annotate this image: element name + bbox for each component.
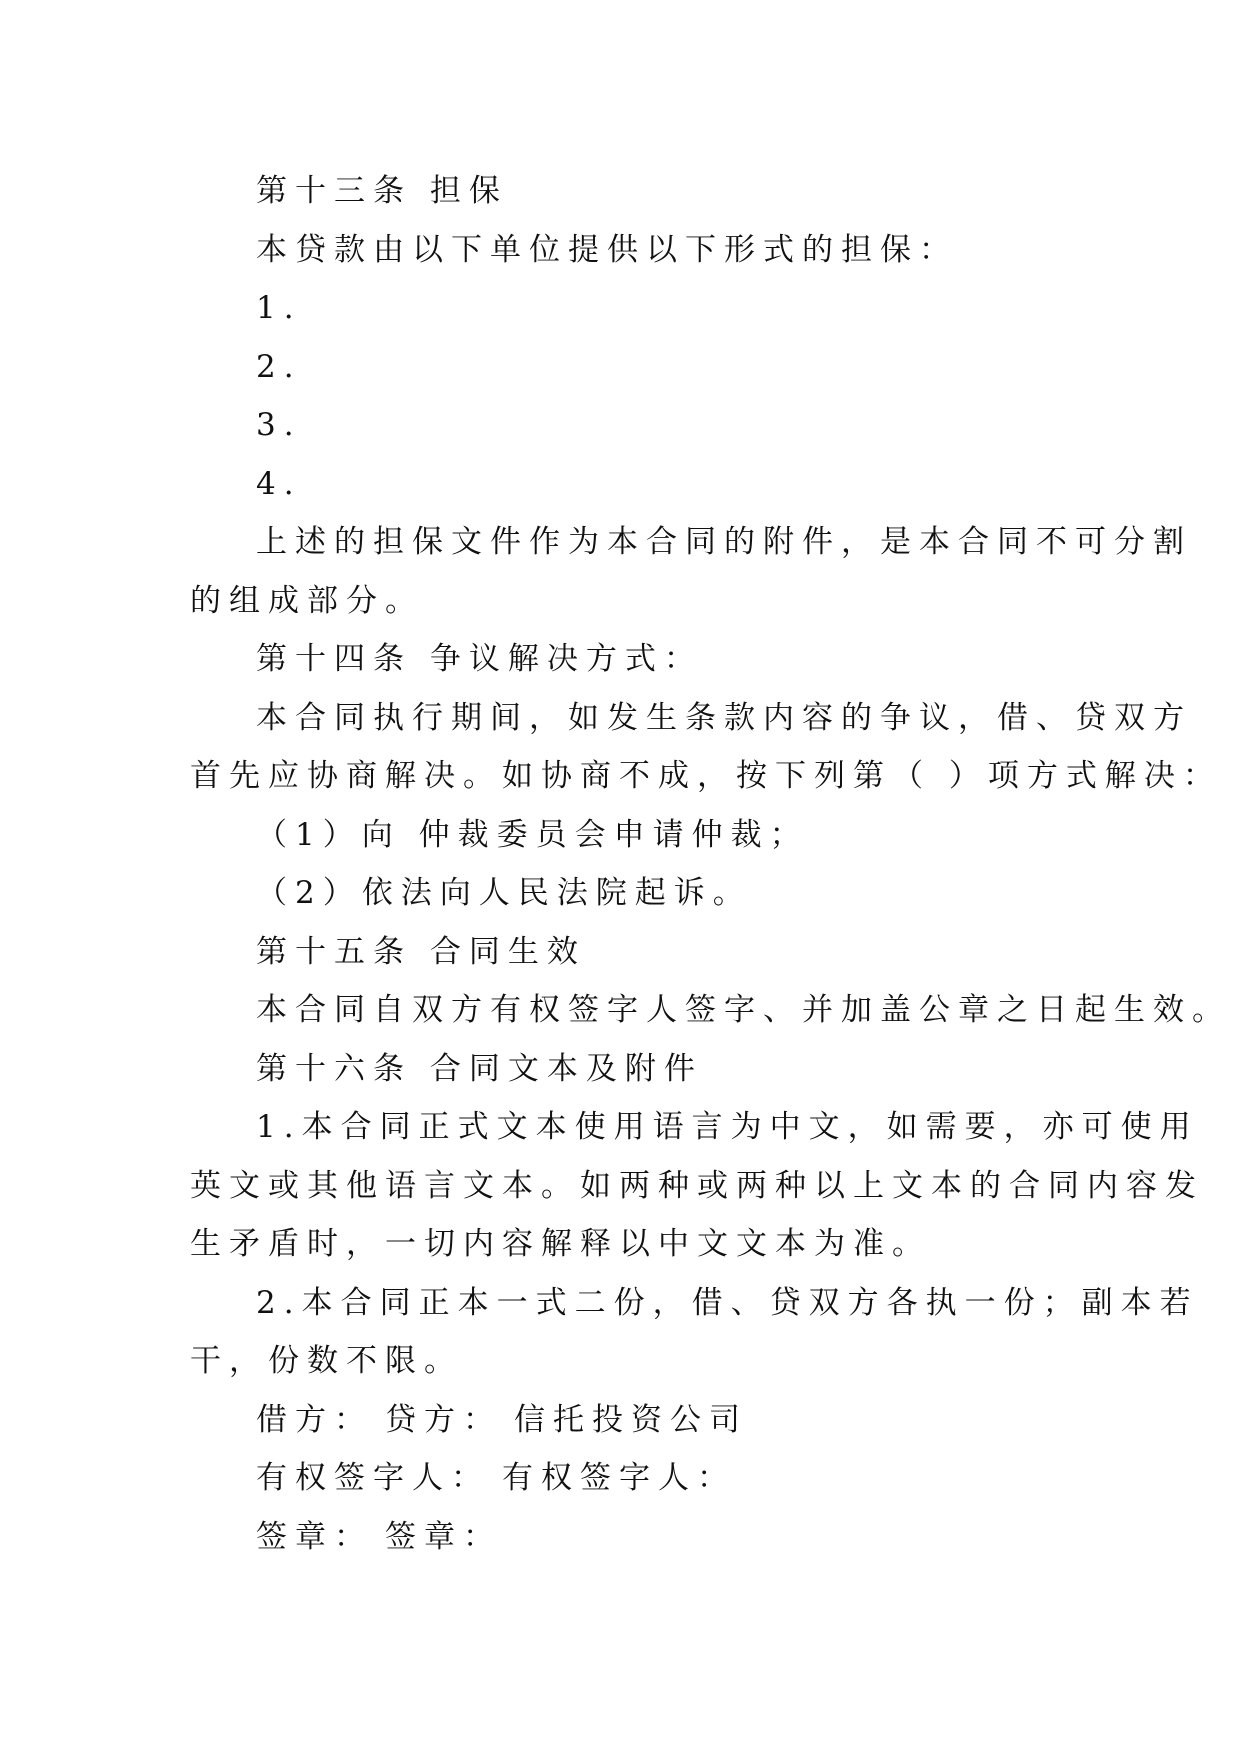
signature-parties-row [190, 1391, 1050, 1450]
lender-name: 信托投资公司 [514, 1401, 748, 1438]
effectiveness-text: 本合同自双方有权签字人签字、并加盖公章之日起生效。 [256, 992, 1231, 1028]
document-body [190, 162, 1231, 1566]
borrower-label: 借方： [256, 1401, 373, 1438]
text-item-1: 1.本合同正式文本使用语言为中文，如需要，亦可使用 [256, 1109, 1199, 1145]
article-15-heading: 第十五条 合同生效 [256, 933, 586, 970]
lender-signatory-label: 有权签字人： [502, 1460, 736, 1496]
dispute-text: 本合同执行期间，如发生条款内容的争议，借、贷双方 [256, 699, 1192, 736]
borrower-seal-label: 签章： [256, 1518, 373, 1555]
article-16-heading: 第十六条 合同文本及附件 [256, 1050, 703, 1087]
text-item-1-cont-a: 英文或其他语言文本。如两种或两种以上文本的合同内容发 [190, 1167, 1204, 1204]
guarantee-item-2: 2. [256, 348, 302, 385]
dispute-option-1: （1）向 仲裁委员会申请仲裁； [256, 816, 809, 853]
guarantee-item-1: 1. [256, 290, 302, 326]
guarantee-attachment-text: 上述的担保文件作为本合同的附件，是本合同不可分割 [256, 524, 1192, 560]
text-item-2-cont: 干，份数不限。 [190, 1343, 463, 1379]
article-13-heading: 第十三条 担保 [256, 173, 508, 209]
dispute-option-2: （2）依法向人民法院起诉。 [256, 875, 752, 911]
lender-label: 贷方： [385, 1401, 502, 1438]
guarantee-item-3: 3. [256, 407, 302, 443]
text-item-2: 2.本合同正本一式二份，借、贷双方各执一份；副本若 [256, 1284, 1199, 1321]
guarantee-attachment-text-cont: 的组成部分。 [190, 582, 424, 619]
seal-row [190, 1508, 1050, 1567]
article-14-heading: 第十四条 争议解决方式： [256, 641, 703, 677]
borrower-signatory-label: 有权签字人： [256, 1460, 490, 1496]
signatory-row [190, 1449, 1050, 1508]
text-item-1-cont-b: 生矛盾时，一切内容解释以中文文本为准。 [190, 1226, 931, 1262]
dispute-text-cont: 首先应协商解决。如协商不成，按下列第（ ）项方式解决： [190, 758, 1222, 794]
guarantee-intro: 本贷款由以下单位提供以下形式的担保： [256, 231, 958, 268]
guarantee-item-4: 4. [256, 465, 302, 502]
lender-seal-label: 签章： [385, 1518, 502, 1555]
